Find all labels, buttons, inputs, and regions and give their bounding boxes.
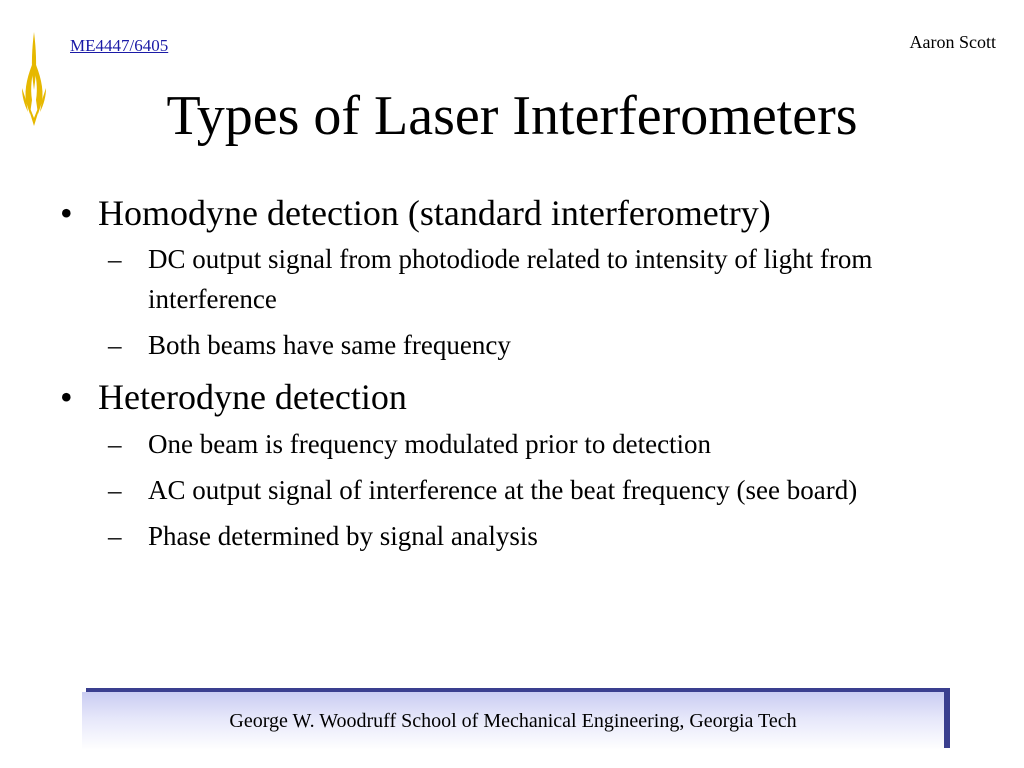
slide-title: Types of Laser Interferometers [166,85,858,147]
course-code-link[interactable]: ME4447/6405 [70,36,169,55]
sub-bullet-marker: – [108,474,122,505]
sub-bullet-list [98,240,978,366]
bullet-list [58,192,978,563]
sub-bullet-marker: – [108,428,122,459]
sub-bullet-text: DC output signal from photodiode related to intensity of light from interference [148,244,873,315]
sub-bullet [104,425,978,465]
sub-bullet-text: Both beams have same frequency [148,330,511,361]
bullet-marker: • [60,193,73,233]
sub-bullet-list [98,425,978,557]
bullet-heterodyne [58,376,978,556]
sub-bullet-text: AC output signal of interference at the beat frequency (see board) [148,474,858,505]
bullet-homodyne [58,192,978,366]
sub-bullet [104,517,978,557]
sub-bullet-marker: – [108,244,122,275]
sub-bullet-text: Phase determined by signal analysis [148,520,538,551]
bullet-text: Heterodyne detection [98,377,407,418]
sub-bullet-text: One beam is frequency modulated prior to detection [148,428,712,459]
sub-bullet [104,240,978,320]
sub-bullet-marker: – [108,330,122,361]
bullet-marker: • [60,377,73,418]
sub-bullet-marker: – [108,520,122,551]
footer-banner [82,692,944,750]
sub-bullet [104,471,978,511]
footer-text: George W. Woodruff School of Mechanical Engineering, Georgia Tech [229,709,797,732]
author-name: Aaron Scott [909,32,996,52]
sub-bullet [104,326,978,366]
bullet-text: Homodyne detection (standard interferometry) [98,193,771,233]
